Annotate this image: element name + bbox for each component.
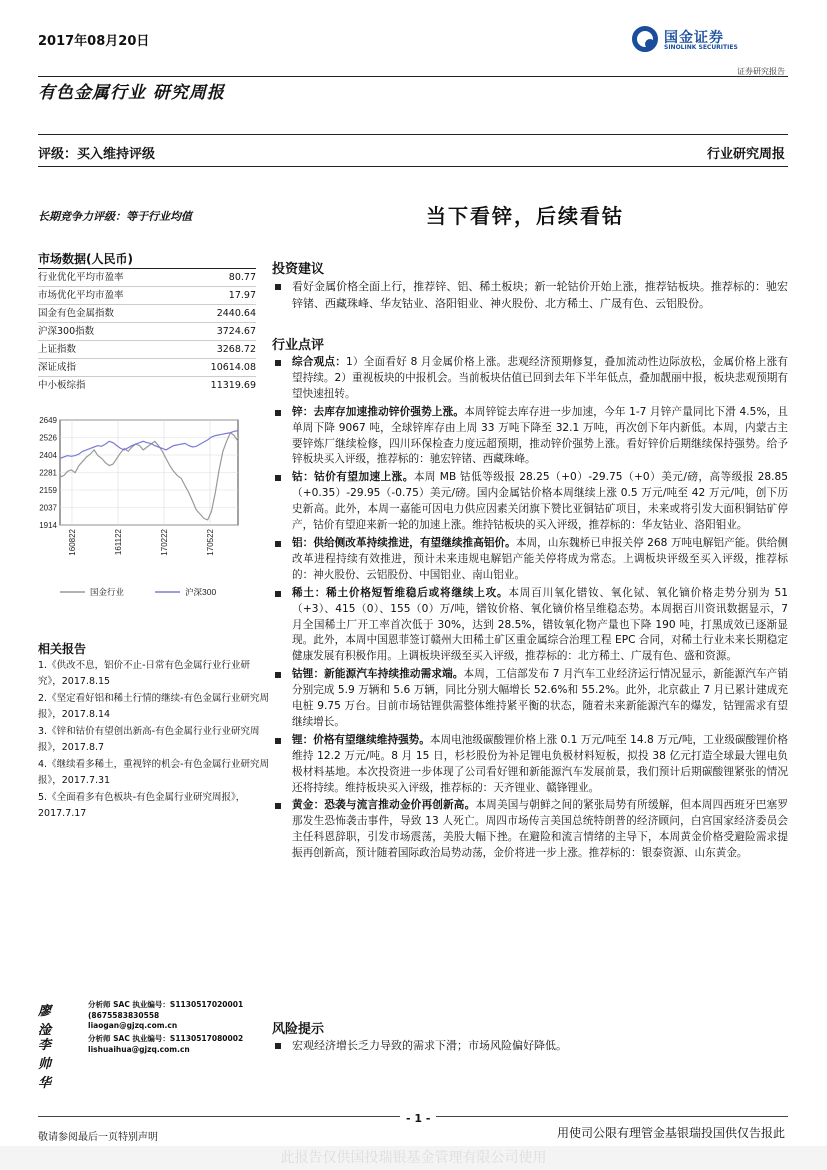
- y-tick-label: 2526: [39, 433, 57, 443]
- sinolink-logo: [632, 26, 752, 58]
- point-item: 稀土：稀土价格短暂维稳后或将继续上攻。本周百川氧化镨钕、氧化铽、氧化镝价格走势分别为 51（+3）、415（0）、155（0）万/吨，镨钕价格、氧化镝价格呈维稳态势。本周据百川资讯数据显示，7 月全国稀土厂开工率首次低于 30%，达到 28.5%，镨钕氧化物产量也下降 190 吨，打黑成效已逐渐显现。此外，本周中国恩菲签订赣州大田稀土矿区重金属综合治理工程 EPC 合同，对稀土行业未来长期稳定健康发展有积极作用。上调板块评级至买入评级，推荐标的：北方稀土、广晟有色、盛和资源。: [272, 586, 788, 666]
- market-row: 深证成指 10614.08: [38, 358, 256, 376]
- bullet-icon: [275, 672, 281, 678]
- footer-right-text: 用使司公限有理管金基银瑞投国供仅告报此: [556, 1126, 785, 1140]
- related-report-link[interactable]: 3.《锌和钴价有望创出新高-有色金属行业行业研究周报》，2017.8.7: [38, 726, 260, 753]
- bullet-icon: [275, 284, 281, 290]
- logo-mark-icon: [632, 26, 658, 52]
- x-tick-label: 170522: [206, 529, 215, 556]
- market-row: 市场优化平均市盈率 17.97: [38, 286, 256, 304]
- market-row: 沪深300指数 3724.67: [38, 322, 256, 340]
- x-tick-label: 170222: [160, 529, 169, 556]
- report-subtitle: 有色金属行业 研究周报: [38, 83, 225, 103]
- series-line: [60, 433, 238, 520]
- point-item: 黄金：恐袭与流言推动金价再创新高。本周美国与朝鲜之间的紧张局势有所缓解，但本周四西班牙巴塞罗那发生恐怖袭击事件，导致 13 人死亡。周四市场传言美国总统特朗普的经济顾问，白宫国家经济委员会主任科恩辞职，引发市场震荡，美股大幅下挫。在避险和流言情绪的主导下，本周黄金价格受避险需求提振再创新高，预计随着国际政治局势动荡，金价将进一步上涨。推荐标的：银泰资源、山东黄金。: [272, 798, 788, 862]
- longterm-rating: 长期竞争力评级：等于行业均值: [38, 210, 192, 223]
- market-data-table: [38, 268, 256, 394]
- y-tick-label: 1914: [39, 521, 57, 530]
- related-report-link[interactable]: 1.《供改不息，铝价不止-日常有色金属行业行业研究》，2017.8.15: [38, 660, 250, 687]
- watermark: 此报告仅供国投瑞银基金管理有限公司使用: [0, 1146, 827, 1170]
- analyst-info: 分析师 SAC 执业编号：S1130517020001 (8675583830558 liaogan@gjzq.com.cn: [88, 1000, 288, 1032]
- market-row: 行业优化平均市盈率 80.77: [38, 268, 256, 286]
- market-row: 上证指数 3268.72: [38, 340, 256, 358]
- x-tick-label: 161122: [114, 529, 123, 556]
- logo-en-text: SINOLINK SECURITIES: [664, 44, 738, 51]
- index-line-chart: [30, 410, 260, 605]
- divider: [38, 166, 788, 167]
- legend-label: 沪深300: [185, 587, 217, 597]
- bullet-icon: [275, 738, 281, 744]
- y-tick-label: 2649: [39, 416, 57, 425]
- related-reports-title: 相关报告: [38, 642, 87, 656]
- market-row: 中小板综指 11319.69: [38, 376, 256, 394]
- bullet-icon: [275, 1043, 281, 1049]
- section-invest-title: 投资建议: [272, 262, 325, 277]
- risk-text: 宏观经济增长乏力导致的需求下滑；市场风险偏好降低。: [272, 1038, 788, 1055]
- footer-disclaimer: 敬请参阅最后一页特别声明: [38, 1132, 158, 1143]
- related-report-link[interactable]: 2.《坚定看好铝和稀土行情的继续-有色金属行业研究周报》，2017.8.14: [38, 693, 269, 720]
- divider: [38, 134, 788, 135]
- related-report-link[interactable]: 4.《继续看多稀土，重视锌的机会-有色金属行业研究周报》，2017.7.31: [38, 759, 269, 786]
- analyst-email[interactable]: liaogan@gjzq.com.cn: [88, 1021, 178, 1030]
- report-type: 行业研究周报: [706, 147, 785, 162]
- series-line: [60, 431, 238, 459]
- point-item: 钴锂：新能源汽车持续推动需求端。本周，工信部发布 7 月汽车工业经济运行情况显示，新能源汽车产销分别完成 5.9 万辆和 5.6 万辆，同比分别大幅增长 52.6%和 55.2%。此外，北京截止 7 月已累计建成充电桩 9.75 万台。目前市场钴锂供需整体维持紧平衡的状态，随着未来新能源汽车的爆发，钴锂需求有望继续增长。: [272, 667, 788, 731]
- review-points: [272, 355, 788, 862]
- rating: 评级：买入维持评级: [38, 147, 156, 162]
- section-risk-title: 风险提示: [272, 1022, 325, 1037]
- report-date: 2017年08月20日: [38, 34, 150, 49]
- related-reports-list: [38, 658, 273, 823]
- y-tick-label: 2037: [39, 503, 57, 513]
- point-item: 钴：钴价有望加速上涨。本周 MB 钴低等级报 28.25（+0）-29.75（+0）美元/磅，高等级报 28.85（+0.35）-29.95（-0.75）美元/磅。国内金属钴价格本周继续上涨 0.5 万元/吨至 42 万元/吨，创下历史新高。此外，本周一嘉能可因电力供应因素关闭旗下赞比亚铜钴矿项目，未来或将引发大面积铜钴矿停产，钴价有望迎来新一轮的加速上涨。维持钴板块的买入评级，推荐标的：华友钴业、洛阳钼业。: [272, 470, 788, 534]
- y-tick-label: 2404: [39, 451, 57, 460]
- page-number: - 1 -: [400, 1112, 436, 1125]
- point-item: 综合观点：1）全面看好 8 月金属价格上涨。悲观经济预期修复，叠加流动性边际放松，金属价格上涨有望持续。2）重视板块的中报机会。当前板块估值已回到去年下半年低点，叠加靓丽中报，板块悲观预期有望快速扭转。: [272, 355, 788, 403]
- analyst-info: 分析师 SAC 执业编号：S1130517080002 lishuaihua@gjzq.com.cn: [88, 1034, 288, 1055]
- bullet-icon: [275, 803, 281, 809]
- market-data-title: 市场数据(人民币): [38, 252, 133, 266]
- legend-label: 国金行业: [90, 587, 125, 597]
- y-tick-label: 2281: [39, 468, 57, 478]
- point-item: 锌：去库存加速推动锌价强势上涨。本周锌锭去库存进一步加速，今年 1-7 月锌产量同比下滑 4.5%，且单周下降 9067 吨，全球锌库存由上周 33 万吨下降至 32.1 万吨，再次创下年内新低。本周，内蒙古主要锌炼厂继续检修，四川环保检查力度远超预期，推动锌价强势上涨。看好锌价后期继续保持强势。给予锌板块买入评级，推荐标的：驰宏锌锗、西藏珠峰。: [272, 405, 788, 469]
- section-review-title: 行业点评: [272, 338, 325, 353]
- bullet-icon: [275, 410, 281, 416]
- analyst-email[interactable]: lishuaihua@gjzq.com.cn: [88, 1044, 190, 1054]
- doc-type: 证券研究报告: [737, 67, 785, 76]
- related-report-link[interactable]: 5.《全面看多有色板块-有色金属行业研究周报》，2017.7.17: [38, 792, 246, 819]
- bullet-icon: [275, 591, 281, 597]
- bullet-icon: [275, 360, 281, 366]
- y-tick-label: 2159: [39, 486, 57, 495]
- market-row: 国金有色金属指数 2440.64: [38, 304, 256, 322]
- divider: [38, 76, 788, 77]
- bullet-icon: [275, 541, 281, 547]
- logo-cn-text: 国金证券: [664, 30, 724, 46]
- x-tick-label: 160822: [68, 529, 77, 556]
- invest-advice: 看好金属价格全面上行，推荐锌、铝、稀土板块；新一轮钴价开始上涨，推荐钴板块。推荐标的：驰宏锌锗、西藏珠峰、华友钴业、洛阳钼业、神火股份、北方稀土、广晟有色、云铝股份。: [272, 279, 788, 312]
- bullet-icon: [275, 475, 281, 481]
- analyst-name: 廖淦: [38, 1004, 52, 1038]
- main-title: 当下看锌，后续看钴: [426, 204, 624, 228]
- point-item: 锂：价格有望继续维持强势。本周电池级碳酸锂价格上涨 0.1 万元/吨至 14.8 万元/吨，工业级碳酸锂价格维持 12.2 万元/吨。8 月 15 日，杉杉股份为补足锂电负极材料短板，拟投 38 亿元打造全球最大锂电负极材料基地。本次投资进一步体现了公司看好锂和新能源汽车发展前景，我们预计后期碳酸锂紧张的情况还将持续。维持板块买入评级，推荐标的：天齐锂业、赣锋锂业。: [272, 733, 788, 797]
- point-item: 铝：供给侧改革持续推进，有望继续推高铝价。本周，山东魏桥已申报关停 268 万吨电解铝产能。供给侧改革进程持续有效推进，预计未来违规电解铝产能关停将成为常态。上调板块评级至买入评级，推荐标的：神火股份、云铝股份、中国铝业、南山铝业。: [272, 536, 788, 584]
- analyst-name: 李帅华: [38, 1038, 52, 1091]
